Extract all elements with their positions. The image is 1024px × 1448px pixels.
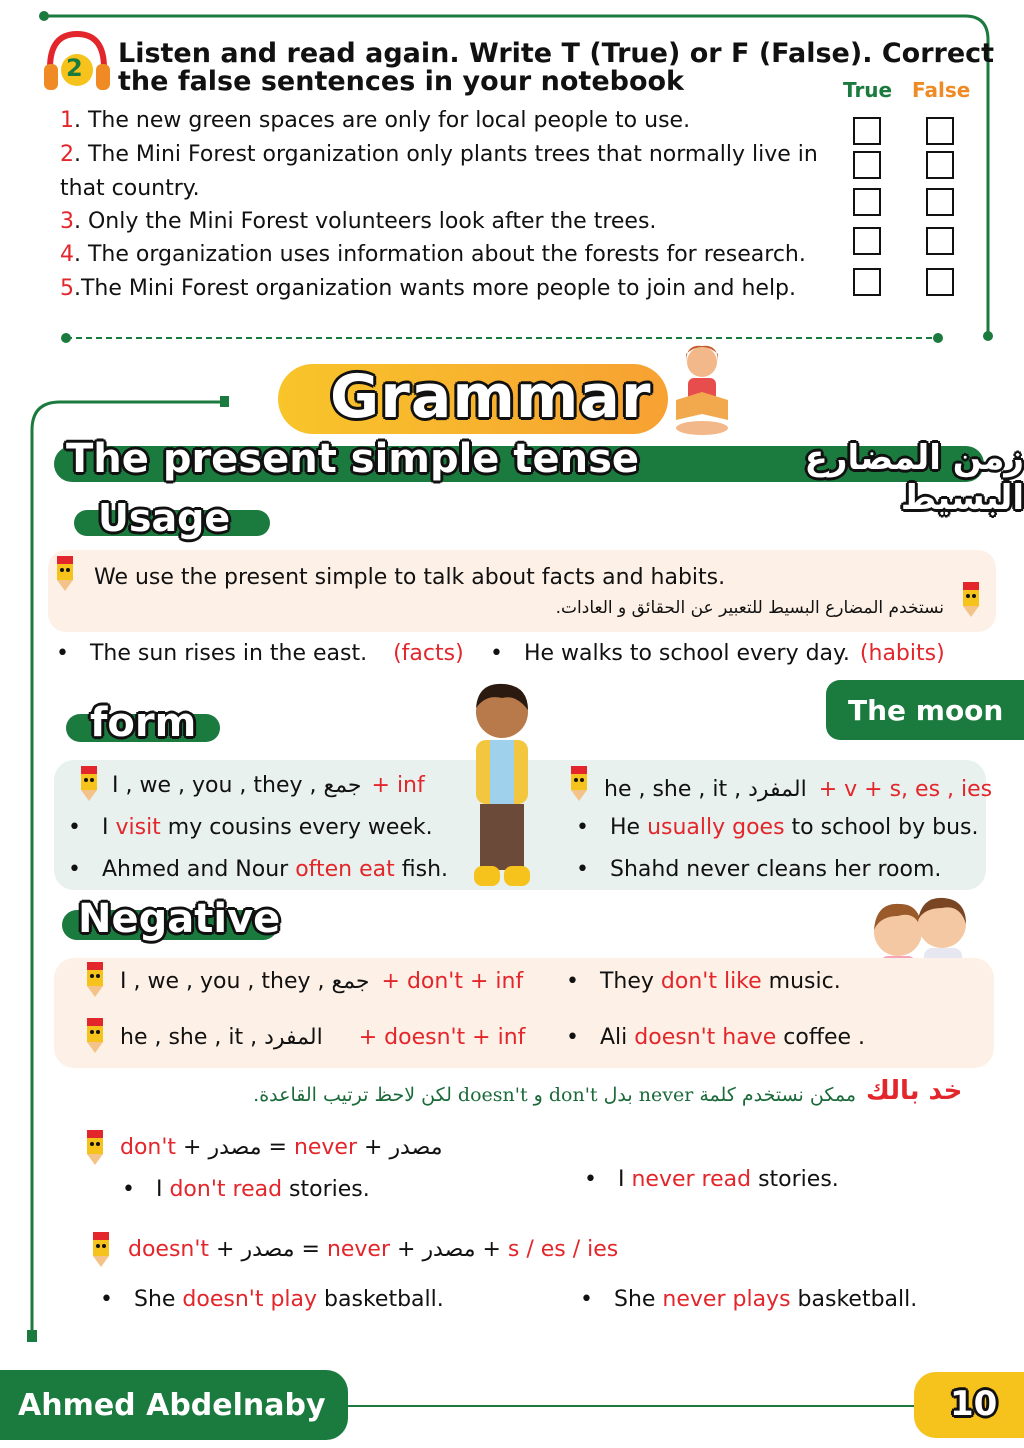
tense-title-en: The present simple tense bbox=[66, 436, 640, 482]
example-facts: • The sun rises in the east. (facts) bbox=[56, 640, 464, 668]
pencil-mascot-icon bbox=[76, 762, 102, 802]
author-name: Ahmed Abdelnaby bbox=[18, 1388, 326, 1423]
negative-heading: Negative bbox=[78, 896, 281, 942]
exercise-title-line2: the false sentences in your notebook bbox=[118, 66, 685, 97]
negative-rule-1: I , we , you , they , جمع + don't + inf bbox=[120, 969, 524, 994]
question-5: 5.The Mini Forest organization wants more people to join and help. bbox=[60, 276, 797, 301]
usage-ar: نستخدم المضارع البسيط للتعبير عن الحقائق و العادات. bbox=[555, 598, 944, 618]
pencil-mascot-icon bbox=[958, 578, 984, 618]
q4-true-checkbox[interactable] bbox=[853, 227, 881, 255]
form-right-example-1: • He usually goes to school by bus. bbox=[576, 814, 979, 842]
exercise-number: 2 bbox=[66, 54, 83, 82]
q3-false-checkbox[interactable] bbox=[926, 188, 954, 216]
example-habits: • He walks to school every day. (habits) bbox=[490, 640, 945, 668]
q3-true-checkbox[interactable] bbox=[853, 188, 881, 216]
equation-2-example-right: • She never plays basketball. bbox=[580, 1286, 917, 1314]
exercise-title-line1: Listen and read again. Write T (True) or F (False). Correct bbox=[118, 38, 995, 69]
form-left-example-1: • I visit my cousins every week. bbox=[68, 814, 433, 842]
note-text: ممكن نستخدم كلمة never بدل don't و doesn't لكن لاحظ ترتيب القاعدة. bbox=[253, 1084, 856, 1106]
usage-en: We use the present simple to talk about facts and habits. bbox=[94, 565, 726, 590]
negative-rule-2: he , she , it , المفرد + doesn't + inf bbox=[120, 1025, 526, 1050]
question-1: 1. The new green spaces are only for local people to use. bbox=[60, 108, 691, 133]
pencil-mascot-icon bbox=[566, 762, 592, 802]
equation-2-example-left: • She doesn't play basketball. bbox=[100, 1286, 444, 1314]
page-number: 10 bbox=[950, 1384, 998, 1424]
question-4: 4. The organization uses information about the forests for research. bbox=[60, 242, 806, 267]
question-2: 2. The Mini Forest organization only plants trees that normally live in bbox=[60, 142, 818, 167]
form-left-example-2: • Ahmed and Nour often eat fish. bbox=[68, 856, 448, 884]
boy-illustration bbox=[456, 680, 548, 910]
footer-line bbox=[340, 1405, 920, 1407]
grammar-title: Grammar bbox=[330, 362, 652, 432]
q2-false-checkbox[interactable] bbox=[926, 151, 954, 179]
reading-girl-illustration bbox=[672, 344, 732, 436]
pencil-mascot-icon bbox=[52, 552, 78, 592]
usage-heading: Usage bbox=[98, 496, 231, 540]
form-right-example-2: • Shahd never cleans her room. bbox=[576, 856, 941, 884]
form-left-rule: I , we , you , they , جمع + inf bbox=[112, 773, 425, 798]
pencil-mascot-icon bbox=[82, 958, 108, 998]
equation-1: don't + مصدر = never + مصدر bbox=[120, 1135, 443, 1160]
false-label: False bbox=[912, 78, 971, 102]
form-heading: form bbox=[90, 700, 197, 746]
q1-false-checkbox[interactable] bbox=[926, 117, 954, 145]
tense-title-ar: زمن المضارع البسيط bbox=[804, 438, 1024, 518]
q5-false-checkbox[interactable] bbox=[926, 268, 954, 296]
note-tag: خد بالك bbox=[866, 1076, 963, 1106]
form-right-rule: he , she , it , المفرد + v + s, es , ies bbox=[604, 777, 993, 802]
q1-true-checkbox[interactable] bbox=[853, 117, 881, 145]
pencil-mascot-icon bbox=[88, 1228, 114, 1268]
q5-true-checkbox[interactable] bbox=[853, 268, 881, 296]
question-3: 3. Only the Mini Forest volunteers look after the trees. bbox=[60, 209, 657, 234]
equation-2: doesn't + مصدر = never + مصدر + s / es / ies bbox=[128, 1237, 619, 1262]
q4-false-checkbox[interactable] bbox=[926, 227, 954, 255]
pencil-mascot-icon bbox=[82, 1014, 108, 1054]
equation-1-example-left: • I don't read stories. bbox=[122, 1176, 370, 1204]
negative-example-1: • They don't like music. bbox=[566, 968, 841, 996]
headphones-icon bbox=[40, 28, 114, 94]
true-label: True bbox=[843, 78, 893, 102]
question-2-cont: that country. bbox=[60, 176, 200, 201]
negative-example-2: • Ali doesn't have coffee . bbox=[566, 1024, 865, 1052]
pencil-mascot-icon bbox=[82, 1126, 108, 1166]
the-moon-label: The moon bbox=[848, 694, 1004, 727]
q2-true-checkbox[interactable] bbox=[853, 151, 881, 179]
equation-1-example-right: • I never read stories. bbox=[584, 1166, 839, 1194]
